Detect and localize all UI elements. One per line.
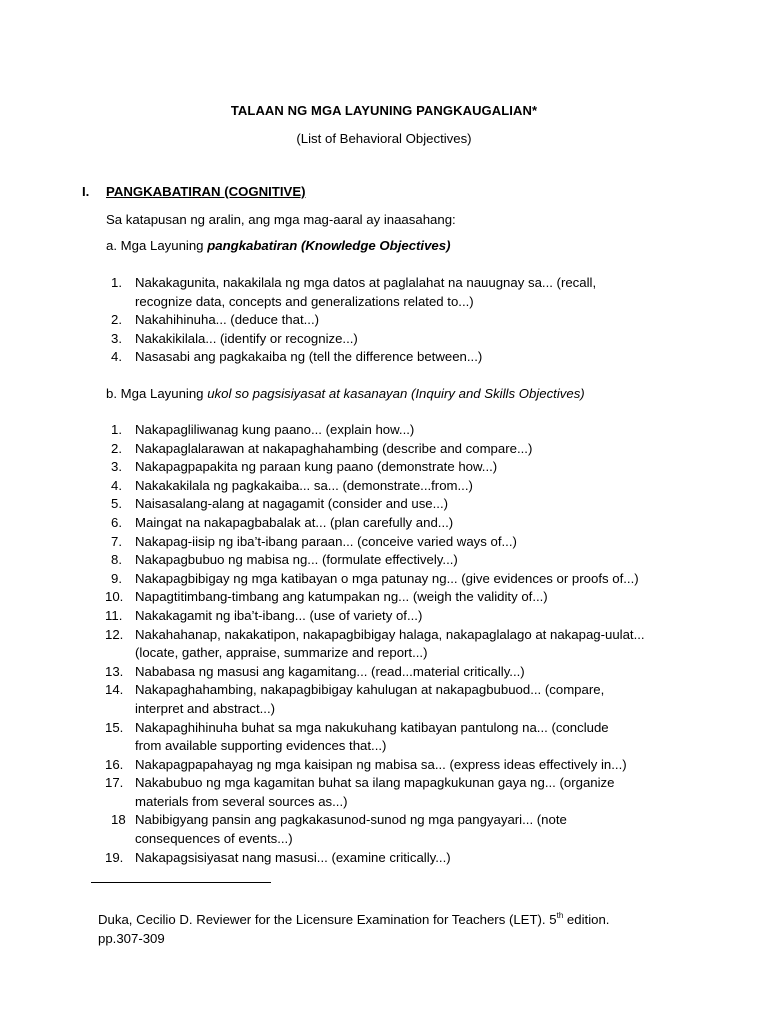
list-item-number: 2.: [111, 440, 122, 456]
list-item: [106, 626, 706, 663]
list-item: [106, 458, 706, 477]
list-item: [106, 551, 706, 570]
list-item: [106, 719, 706, 756]
list-item-text: Nakapagpapahayag ng mga kaisipan ng mabisa sa... (express ideas effectively in...): [135, 756, 627, 772]
list-item: [106, 811, 706, 848]
subsection-a-prefix: a. Mga Layuning: [106, 238, 208, 253]
list-item-number: 3.: [111, 459, 122, 475]
list-item-text: Nakapaghihinuha buhat sa mga nakukuhang katibayan pantulong na... (conclude: [135, 719, 609, 735]
list-item-number: 3.: [111, 330, 122, 346]
list-item: [106, 514, 706, 533]
list-item: [106, 495, 706, 514]
list-item-text: Nakapaglalarawan at nakapaghahambing (describe and compare...): [135, 440, 533, 456]
list-item-text: Nakapagbibigay ng mga katibayan o mga patunay ng... (give evidences or proofs of...): [135, 570, 639, 586]
list-item-number: 19.: [105, 849, 124, 865]
list-item-text: Nakakakilala ng pagkakaiba... sa... (demonstrate...from...): [135, 477, 473, 493]
section-number: I.: [82, 184, 90, 199]
footnote-reference: [98, 906, 609, 948]
subsection-b-heading: [106, 386, 585, 401]
list-item-text: Nababasa ng masusi ang kagamitang... (read...material critically...): [135, 663, 525, 679]
list-item-number: 13.: [105, 663, 124, 679]
list-item-number: 15.: [105, 719, 124, 735]
list-item-number: 5.: [111, 496, 122, 512]
list-item-number: 14.: [105, 682, 124, 698]
list-item: [106, 849, 706, 868]
list-item-text: consequences of events...): [135, 831, 293, 847]
list-item: [106, 440, 706, 459]
list-item: [106, 756, 706, 775]
list-item-number: 2.: [111, 312, 122, 328]
list-item-number: 18: [111, 812, 126, 828]
list-item: [106, 348, 706, 367]
list-item-text: Nakahahanap, nakakatipon, nakapagbibigay halaga, nakapaglalago at nakapag-uulat...: [135, 626, 645, 642]
list-item-text: materials from several sources as...): [135, 793, 348, 809]
list-item-number: 4.: [111, 477, 122, 493]
subsection-a-heading: [106, 238, 450, 253]
list-item-number: 6.: [111, 514, 122, 530]
list-item-text: Nakapag-iisip ng iba’t-ibang paraan... (conceive varied ways of...): [135, 533, 517, 549]
section-title: PANGKABATIRAN (COGNITIVE): [106, 184, 306, 199]
list-item-text: Nakabubuo ng mga kagamitan buhat sa ilang mapagkukunan gaya ng... (organize: [135, 775, 615, 791]
footnote-line1-end: edition.: [563, 912, 610, 927]
list-item: [106, 663, 706, 682]
inquiry-skills-objectives-list: [106, 421, 706, 867]
list-item-number: 17.: [105, 775, 124, 791]
list-item-number: 9.: [111, 570, 122, 586]
list-item-text: interpret and abstract...): [135, 700, 276, 716]
list-item-text: Nasasabi ang pagkakaiba ng (tell the difference between...): [135, 349, 483, 365]
list-item-text: Nakapagbubuo ng mabisa ng... (formulate effectively...): [135, 552, 458, 568]
footnote-divider: [91, 882, 271, 883]
subsection-b-prefix: b. Mga Layuning: [106, 386, 208, 401]
list-item-number: 10.: [105, 589, 124, 605]
list-item: [106, 311, 706, 330]
list-item-text: Nakakagamit ng iba’t-ibang... (use of variety of...): [135, 607, 423, 623]
footnote-superscript: th: [556, 911, 564, 920]
section-intro: Sa katapusan ng aralin, ang mga mag-aaral ay inaasahang:: [106, 212, 456, 227]
list-item-text: Naisasalang-alang at nagagamit (consider and use...): [135, 496, 449, 512]
subsection-a-italic: pangkabatiran (Knowledge Objectives): [207, 238, 451, 253]
list-item-number: 4.: [111, 349, 122, 365]
list-item-text: Nakakagunita, nakakilala ng mga datos at paglalahat na nauugnay sa... (recall,: [135, 275, 597, 290]
list-item: [106, 533, 706, 552]
list-item-text: Napagtitimbang-timbang ang katumpakan ng... (weigh the validity of...): [135, 589, 548, 605]
list-item-number: 16.: [105, 756, 124, 772]
list-item-number: 1.: [111, 422, 122, 437]
list-item-text: Nakapagsisiyasat nang masusi... (examine critically...): [135, 849, 451, 865]
subsection-b-italic: ukol so pagsisiyasat at kasanayan (Inquiry and Skills Objectives): [207, 386, 585, 401]
list-item-text: Nakapagpapakita ng paraan kung paano (demonstrate how...): [135, 459, 498, 475]
list-item: [106, 274, 706, 311]
footnote-line2: pp.307-309: [98, 931, 165, 946]
list-item-text: Nakahihinuha... (deduce that...): [135, 312, 320, 328]
list-item: [106, 681, 706, 718]
list-item-number: 1.: [111, 275, 122, 290]
list-item-text: from available supporting evidences that...): [135, 738, 387, 754]
list-item-text: Maingat na nakapagbabalak at... (plan carefully and...): [135, 514, 454, 530]
list-item-number: 11.: [105, 607, 123, 623]
list-item-text: recognize data, concepts and generalizations related to...): [135, 293, 474, 309]
list-item: [106, 607, 706, 626]
list-item: [106, 477, 706, 496]
list-item: [106, 570, 706, 589]
list-item: [106, 330, 706, 349]
page-subtitle: (List of Behavioral Objectives): [296, 131, 472, 146]
list-item-text: Nakakikilala... (identify or recognize...): [135, 330, 358, 346]
list-item-text: Nakapaghahambing, nakapagbibigay kahulugan at nakapagbubuod... (compare,: [135, 682, 605, 698]
knowledge-objectives-list: [106, 274, 706, 367]
list-item-text: Nakapagliliwanag kung paano... (explain how...): [135, 422, 415, 437]
list-item-number: 8.: [111, 552, 122, 568]
list-item: [106, 774, 706, 811]
list-item-text: (locate, gather, appraise, summarize and report...): [135, 645, 428, 661]
footnote-line1-start: Duka, Cecilio D. Reviewer for the Licensure Examination for Teachers (LET). 5: [98, 912, 557, 927]
list-item-number: 7.: [111, 533, 122, 549]
list-item-text: Nabibigyang pansin ang pagkakasunod-sunod ng mga pangyayari... (note: [135, 812, 567, 828]
list-item: [106, 421, 706, 440]
list-item: [106, 588, 706, 607]
page-title: TALAAN NG MGA LAYUNING PANGKAUGALIAN*: [230, 103, 538, 118]
list-item-number: 12.: [105, 626, 124, 642]
